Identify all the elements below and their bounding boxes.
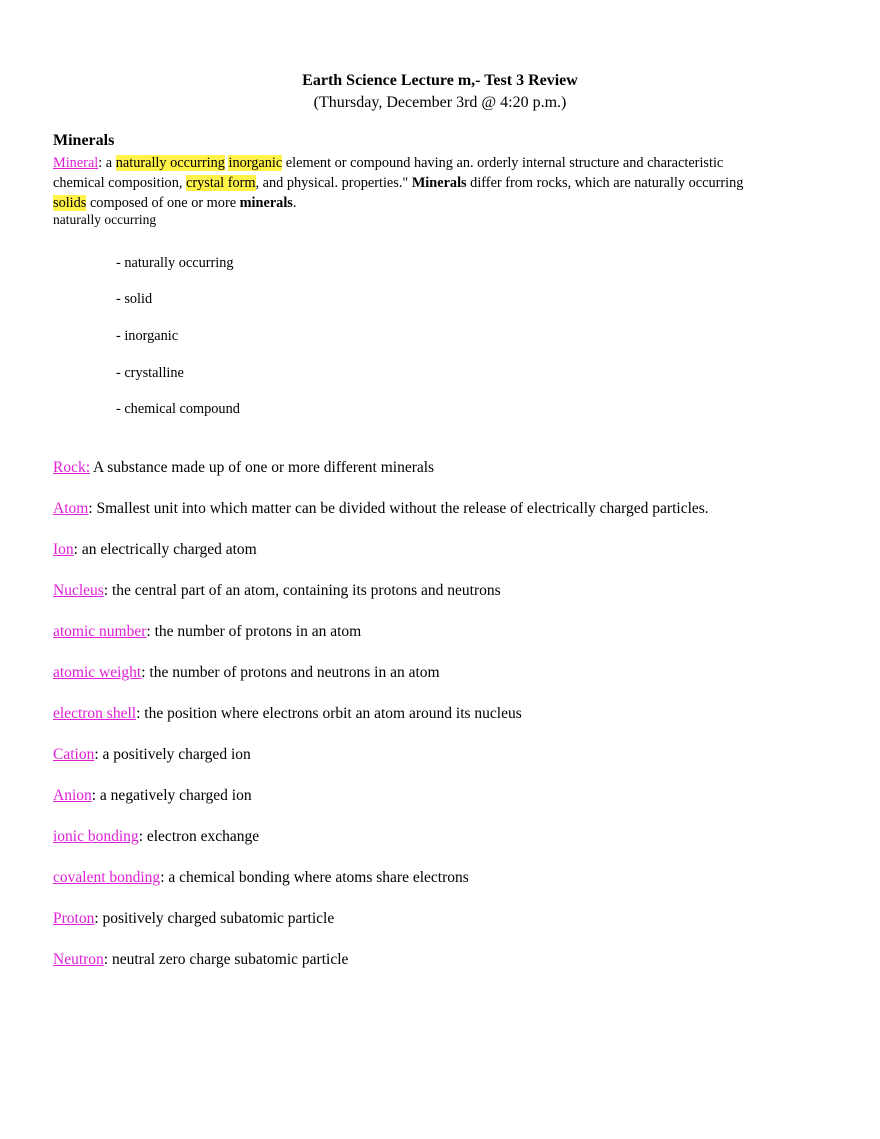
definition-atom (53, 500, 709, 518)
definition-text: : electron exchange (138, 828, 260, 845)
definition-rock (53, 459, 434, 477)
definition-text: : a (98, 155, 116, 171)
term-proton: Proton (53, 910, 95, 927)
mineral-note: naturally occurring (53, 212, 157, 227)
definition-text: : the number of protons in an atom (146, 623, 362, 640)
definition-text: . (292, 195, 297, 211)
bold-minerals: minerals (239, 195, 293, 211)
term-atom: Atom (53, 500, 89, 517)
term-rock: Rock: (53, 459, 91, 476)
definition-proton (53, 910, 334, 928)
highlight-solids: solids (53, 195, 87, 211)
definition-electron-shell (53, 705, 522, 723)
definition-ionic-bonding (53, 828, 259, 846)
bold-minerals: Minerals (411, 175, 467, 191)
definition-text: : Smallest unit into which matter can be divided without the release of electrically charged particles. (88, 500, 709, 517)
mineral-definition-line-3 (53, 193, 833, 213)
property-item: - chemical compound (116, 401, 240, 417)
mineral-definition-line-1 (53, 153, 833, 173)
property-item: - inorganic (116, 328, 179, 344)
term-nucleus: Nucleus (53, 582, 104, 599)
definition-text: chemical composition, (53, 175, 187, 191)
term-cation: Cation (53, 746, 95, 763)
definition-text: : the central part of an atom, containing its protons and neutrons (103, 582, 501, 599)
definition-covalent-bonding (53, 869, 469, 887)
definition-text: : a negatively charged ion (91, 787, 252, 804)
definition-text: , and physical. properties." (255, 175, 412, 191)
term-electron-shell: electron shell (53, 705, 137, 722)
term-anion: Anion (53, 787, 92, 804)
term-neutron: Neutron (53, 951, 104, 968)
definition-text: composed of one or more (86, 195, 240, 211)
mineral-definition-line-2 (53, 173, 833, 193)
document-subtitle: (Thursday, December 3rd @ 4:20 p.m.) (313, 94, 567, 111)
term-atomic-number: atomic number (53, 623, 147, 640)
definition-text: : the position where electrons orbit an atom around its nucleus (136, 705, 522, 722)
definition-text: : a positively charged ion (94, 746, 251, 763)
definition-neutron (53, 951, 348, 969)
definition-atomic-weight (53, 664, 440, 682)
definition-text: : a chemical bonding where atoms share electrons (160, 869, 469, 886)
definition-atomic-number (53, 623, 361, 641)
highlight-crystal-form: crystal form (186, 175, 256, 191)
definition-nucleus (53, 582, 501, 600)
definition-text: differ from rocks, which are naturally occurring (466, 175, 744, 191)
definition-text: : an electrically charged atom (73, 541, 257, 558)
highlight-naturally-occurring: naturally occurring (115, 155, 225, 171)
definition-anion (53, 787, 252, 805)
property-item: - crystalline (116, 365, 184, 381)
term-covalent-bonding: covalent bonding (53, 869, 161, 886)
definition-text: A substance made up of one or more different minerals (90, 459, 435, 476)
definition-text: : positively charged subatomic particle (94, 910, 335, 927)
property-item: - naturally occurring (116, 255, 234, 271)
term-atomic-weight: atomic weight (53, 664, 142, 681)
property-item: - solid (116, 291, 153, 307)
definition-ion (53, 541, 257, 559)
document-title: Earth Science Lecture m,- Test 3 Review (302, 72, 578, 89)
section-heading-minerals: Minerals (53, 132, 115, 149)
mineral-definition (53, 153, 833, 213)
definition-text: : the number of protons and neutrons in an atom (141, 664, 440, 681)
term-ion: Ion (53, 541, 74, 558)
definition-cation (53, 746, 251, 764)
term-mineral: Mineral (53, 155, 99, 171)
term-ionic-bonding: ionic bonding (53, 828, 139, 845)
highlight-inorganic: inorganic (228, 155, 283, 171)
definition-text: element or compound having an. orderly internal structure and characteristic (282, 155, 724, 171)
definition-text: : neutral zero charge subatomic particle (103, 951, 349, 968)
